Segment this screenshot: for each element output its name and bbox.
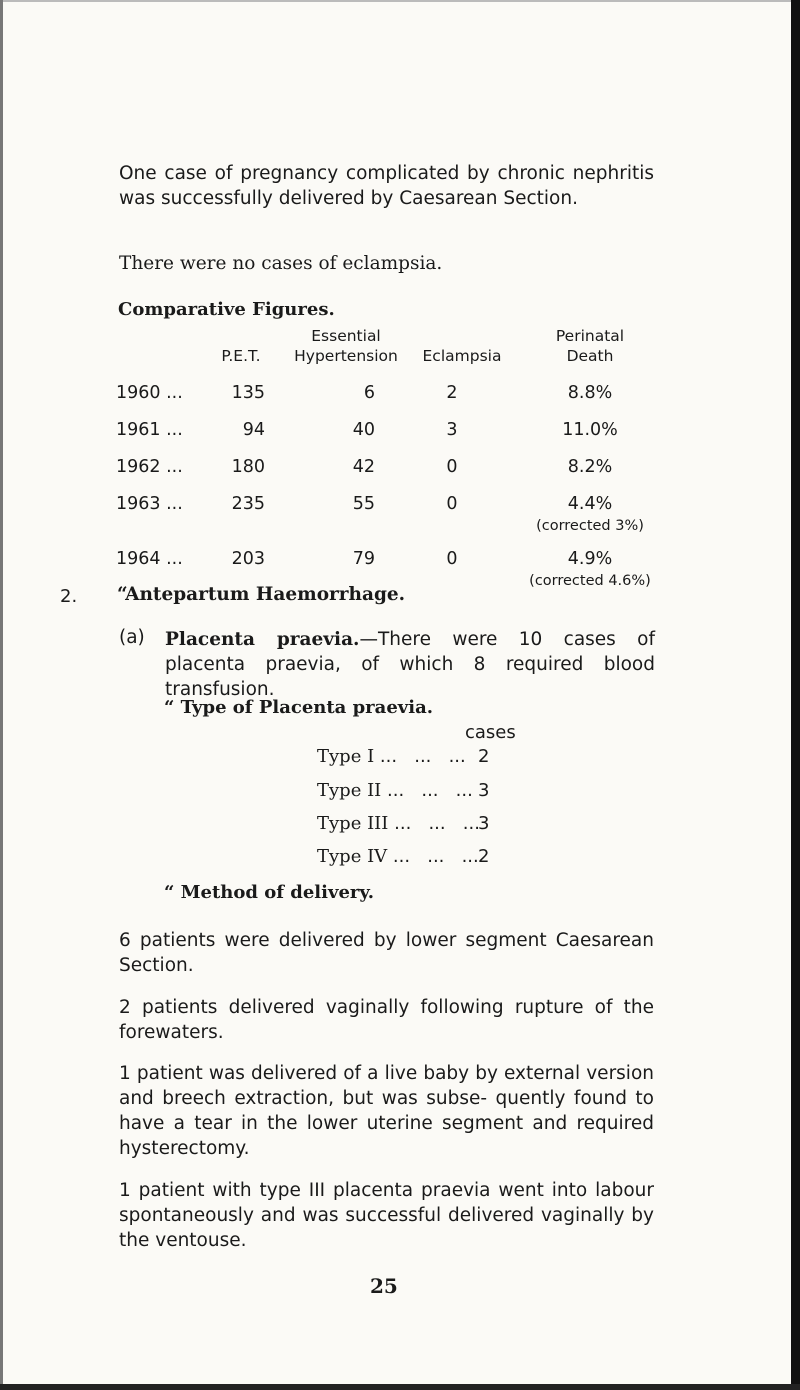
type-dots: ... ... ... <box>381 780 473 801</box>
table-cell-pet: 94 <box>242 420 265 440</box>
table-cell-perinatal: 11.0% <box>562 420 618 440</box>
table-cell-pet: 203 <box>231 549 265 569</box>
table-cell-hypertension: 40 <box>352 420 375 440</box>
placenta-text: —There were 10 cases of placenta praevia, of which 8 required blood transfusion. <box>165 629 655 700</box>
page-edge-right <box>791 0 800 1390</box>
type-dots: ... ... ... <box>387 846 479 867</box>
table-cell-perinatal-note: (corrected 3%) <box>536 518 644 534</box>
table-cell-pet: 135 <box>231 383 265 403</box>
table-cell-pet: 180 <box>231 457 265 477</box>
type-count: 2 <box>478 746 490 767</box>
type-count: 3 <box>478 813 490 834</box>
delivery-item-2: 2 patients delivered vaginally following rupture of the forewaters. <box>119 997 654 1043</box>
table-cell-year: 1964 ... <box>116 549 183 569</box>
type-count: 3 <box>478 780 490 801</box>
table-cell-pet: 235 <box>231 494 265 514</box>
table-cell-hypertension: 79 <box>352 549 375 569</box>
cases-header: cases <box>465 722 516 743</box>
header-hypertension-line1: Essential <box>311 327 381 345</box>
page-edge-top <box>0 0 800 2</box>
delivery-title: “ Method of delivery. <box>164 882 375 903</box>
section-number: 2. <box>60 586 78 607</box>
delivery-item-1: 6 patients were delivered by lower segment Caesarean Section. <box>119 930 654 976</box>
table-cell-eclampsia: 0 <box>446 549 458 569</box>
delivery-item-3: 1 patient was delivered of a live baby by external version and breech extraction, but was subse- quently found to have a tear in the lower uterine segment and required hysterectomy. <box>119 1063 654 1159</box>
table-cell-perinatal-note: (corrected 4.6%) <box>529 573 651 589</box>
table-cell-eclampsia: 0 <box>446 494 458 514</box>
table-cell-perinatal: 4.9% <box>567 549 613 569</box>
placenta-heading: Placenta praevia. <box>165 629 360 650</box>
table-cell-hypertension: 6 <box>363 383 375 403</box>
header-eclampsia: Eclampsia <box>422 347 502 365</box>
table-cell-hypertension: 42 <box>352 457 375 477</box>
table-cell-year: 1963 ... <box>116 494 183 514</box>
nephritis-paragraph: One case of pregnancy complicated by chronic nephritis was successfully delivered by Caesarean Section. <box>119 163 654 209</box>
table-cell-eclampsia: 3 <box>446 420 458 440</box>
type-dots: ... ... ... <box>388 813 480 834</box>
type-count: 2 <box>478 846 490 867</box>
list-item <box>317 780 473 801</box>
types-title: “ Type of Placenta praevia. <box>164 697 434 718</box>
subsection-label: (a) <box>119 627 145 648</box>
header-perinatal-line1: Perinatal <box>555 327 625 345</box>
table-cell-eclampsia: 2 <box>446 383 458 403</box>
page-edge-bottom <box>0 1384 800 1390</box>
comparative-figures-title: Comparative Figures. <box>118 299 335 320</box>
list-item <box>317 813 480 834</box>
section-title: “Antepartum Haemorrhage. <box>117 584 406 605</box>
delivery-item-4: 1 patient with type III placenta praevia went into labour spontaneously and was successful delivered vaginally by the ventouse. <box>119 1180 654 1251</box>
table-cell-eclampsia: 0 <box>446 457 458 477</box>
table-cell-hypertension: 55 <box>352 494 375 514</box>
table-cell-year: 1961 ... <box>116 420 183 440</box>
table-cell-perinatal: 8.8% <box>567 383 613 403</box>
type-label: Type II <box>317 780 382 801</box>
table-cell-perinatal: 4.4% <box>567 494 613 514</box>
type-label: Type III <box>317 813 389 834</box>
header-perinatal-line2: Death <box>566 347 614 365</box>
type-dots: ... ... ... <box>374 746 466 767</box>
list-item <box>317 846 479 867</box>
table-cell-year: 1960 ... <box>116 383 183 403</box>
type-label: Type I <box>317 746 375 767</box>
page-number: 25 <box>370 1274 398 1298</box>
table-cell-year: 1962 ... <box>116 457 183 477</box>
type-label: Type IV <box>317 846 388 867</box>
header-hypertension-line2: Hypertension <box>294 347 398 365</box>
list-item <box>317 746 466 767</box>
page-edge-left <box>0 0 3 1390</box>
table-cell-perinatal: 8.2% <box>567 457 613 477</box>
eclampsia-paragraph: There were no cases of eclampsia. <box>119 253 443 274</box>
placenta-paragraph <box>165 627 655 702</box>
header-pet: P.E.T. <box>221 347 261 365</box>
